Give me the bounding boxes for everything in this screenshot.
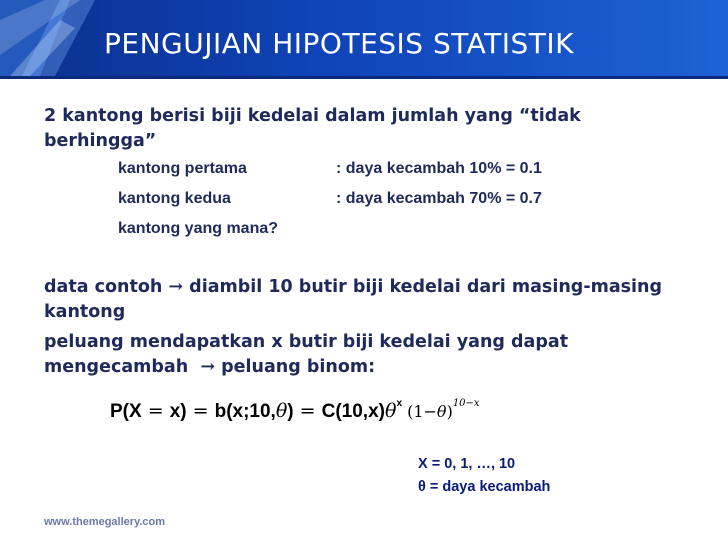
theta-symbol: θ: [384, 400, 397, 422]
question-text: kantong yang mana?: [118, 220, 279, 237]
exponent-n: 10−x: [452, 397, 480, 409]
formula-part: b(x;10,: [214, 401, 276, 422]
exponent-x: x: [396, 397, 402, 409]
formula-part: P(X: [110, 401, 142, 422]
equals-sign: =: [186, 400, 215, 422]
formula-part: x): [169, 401, 187, 422]
theta-symbol: θ: [436, 402, 447, 421]
slide-title: PENGUJIAN HIPOTESIS STATISTIK: [104, 27, 575, 60]
formula-part: ): [446, 402, 453, 421]
prob-text-a: peluang mendapatkan x butir biji kedelai yang dapat mengecambah: [44, 332, 569, 377]
note-theta: θ = daya kecambah: [418, 479, 551, 495]
equals-sign: =: [293, 400, 322, 422]
equals-sign: =: [141, 400, 170, 422]
header-divider: [0, 76, 728, 79]
sample-text: [44, 275, 694, 325]
bag1-label: kantong pertama: [118, 160, 247, 177]
footer-url: www.themegallery.com: [44, 516, 166, 528]
sample-text-a: data contoh: [44, 277, 163, 297]
bag1-row: [118, 160, 542, 178]
formula-part: (1−: [402, 402, 437, 421]
theta-symbol: θ: [275, 400, 288, 422]
note-x-range: X = 0, 1, …, 10: [418, 456, 516, 472]
prob-text-b: peluang binom:: [221, 357, 376, 377]
slide-header: [0, 0, 728, 76]
probability-text: [44, 330, 694, 380]
formula-part: C(10,x): [321, 401, 385, 422]
binomial-formula: [110, 397, 480, 423]
bag2-row: [118, 190, 542, 208]
bag2-label: kantong kedua: [118, 190, 231, 207]
intro-text: 2 kantong berisi biji kedelai dalam jumlah yang “tidak berhingga”: [44, 106, 581, 151]
formula-part: ): [287, 401, 294, 422]
arrow-icon: →: [200, 357, 216, 377]
bag2-value: : daya kecambah 70% = 0.7: [336, 190, 542, 207]
arrow-icon: →: [168, 277, 184, 297]
bag1-value: : daya kecambah 10% = 0.1: [336, 160, 542, 177]
sample-text-b: diambil 10 butir biji kedelai dari masing-masing kantong: [44, 277, 663, 322]
